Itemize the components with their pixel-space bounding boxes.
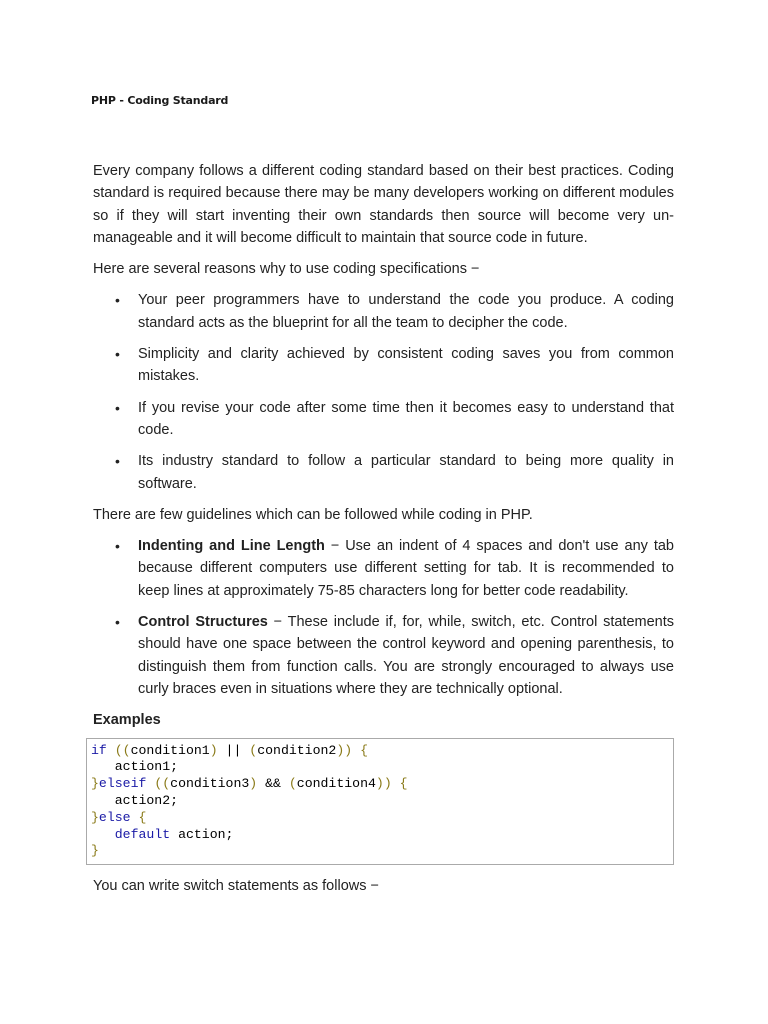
- page-title: PHP - Coding Standard: [91, 94, 229, 107]
- code-line: if ((condition1) || (condition2)) {: [91, 742, 368, 758]
- bullet-icon: •: [115, 399, 120, 416]
- guideline-lead: Indenting and Line Length: [138, 538, 325, 555]
- bullet-icon: •: [115, 453, 120, 470]
- list-item: • Its industry standard to follow a particular standard to being more quality in software.: [93, 450, 674, 495]
- switch-intro: You can write switch statements as follows −: [93, 878, 379, 895]
- code-line: action2;: [91, 792, 179, 808]
- code-line: default action;: [114, 826, 234, 842]
- list-item: [93, 611, 674, 700]
- list-item: • Your peer programmers have to understand the code you produce. A coding standard acts as the blueprint for all the team to decipher the code.: [93, 289, 674, 334]
- list-item: • If you revise your code after some time then it becomes easy to understand that code.: [93, 397, 674, 442]
- code-line: }: [91, 843, 99, 859]
- list-item: • Simplicity and clarity achieved by consistent coding saves you from common mistakes.: [93, 343, 674, 388]
- bullet-icon: •: [115, 346, 120, 363]
- bullet-icon: •: [115, 614, 120, 631]
- reasons-intro: Here are several reasons why to use coding specifications −: [93, 261, 480, 278]
- list-item: [93, 535, 674, 602]
- guideline-text: − These include if, for, while, switch, etc. Control statements should have one space between the control keyword and opening parenthesis, to distinguish them from function calls. You are strongly encouraged to always use curly braces even in situations where they are technically optional.: [138, 614, 675, 697]
- code-block: [86, 738, 674, 866]
- intro-paragraph: Every company follows a different coding standard based on their best practices. Coding standard is required because there may be many developers working on different modules so if they will start inventing their own standards then source will become very un-manageable and it will become difficult to maintain that source code in future.: [93, 163, 674, 246]
- guidelines-list: [93, 535, 674, 700]
- reasons-list: [93, 289, 674, 494]
- code-line: action1;: [91, 759, 179, 775]
- code-line: }elseif ((condition3) && (condition4)) {: [91, 776, 408, 792]
- guideline-text: − Use an indent of 4 spaces and don't use any tab because different computers use different setting for tab. It is recommended to keep lines at approximately 75-85 characters long for better code readability.: [138, 538, 674, 599]
- bullet-icon: •: [115, 292, 120, 309]
- code-line: }else {: [91, 809, 147, 825]
- document-body: [93, 160, 674, 906]
- examples-heading: Examples: [93, 712, 161, 729]
- guidelines-intro: There are few guidelines which can be followed while coding in PHP.: [93, 506, 533, 523]
- guideline-lead: Control Structures: [138, 614, 268, 631]
- bullet-icon: •: [115, 538, 120, 555]
